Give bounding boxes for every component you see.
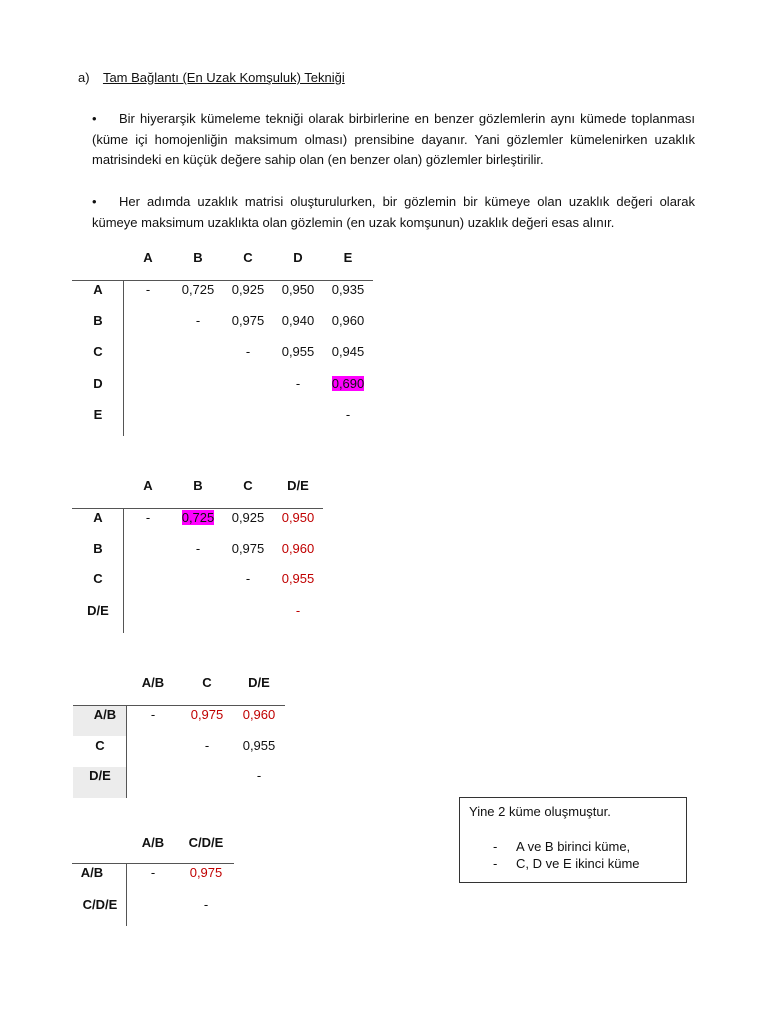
matrix-cell-updated: - bbox=[295, 603, 301, 618]
row-header: A/B bbox=[80, 865, 104, 880]
matrix-cell: - bbox=[204, 738, 210, 753]
dash-marker: - bbox=[493, 839, 498, 854]
row-header: C bbox=[93, 344, 103, 359]
col-header: E bbox=[343, 250, 353, 265]
matrix-cell: 0,925 bbox=[231, 510, 265, 525]
matrix-cell-updated: 0,975 bbox=[190, 707, 224, 722]
col-header: C/D/E bbox=[188, 835, 224, 850]
row-header: A/B bbox=[93, 707, 117, 722]
matrix-cell-min bbox=[323, 375, 373, 393]
matrix-cell: - bbox=[295, 376, 301, 391]
matrix-cell: 0,975 bbox=[231, 541, 265, 556]
row-header: B bbox=[93, 313, 103, 328]
matrix-cell: - bbox=[245, 571, 251, 586]
col-header: A/B bbox=[141, 835, 165, 850]
paragraph-text: Her adımda uzaklık matrisi oluşturulurken, bir gözlemin bir kümeye olan uzaklık değeri olarak kümeye maksimum uzaklıkta olan gözlemin (en uzak komşunun) uzaklık değeri esas alınır. bbox=[92, 194, 695, 230]
dash-marker: - bbox=[493, 856, 498, 871]
col-header: C bbox=[243, 250, 253, 265]
col-header: B bbox=[193, 250, 203, 265]
section-heading bbox=[78, 70, 345, 85]
row-header: D/E bbox=[89, 768, 111, 783]
col-header: D/E bbox=[287, 478, 309, 493]
matrix-cell-updated: 0,955 bbox=[281, 571, 315, 586]
highlighted-min-value: 0,725 bbox=[181, 510, 215, 525]
matrix-cell: - bbox=[150, 865, 156, 880]
note-title: Yine 2 küme oluşmuştur. bbox=[469, 804, 611, 819]
matrix-cell: 0,925 bbox=[231, 282, 265, 297]
note-item-text: A ve B birinci küme, bbox=[516, 839, 631, 854]
matrix-cell: 0,955 bbox=[242, 738, 276, 753]
bullet-icon: • bbox=[92, 111, 97, 126]
paragraph-2 bbox=[92, 192, 695, 233]
row-header: D/E bbox=[87, 603, 109, 618]
matrix-cell: 0,955 bbox=[281, 344, 315, 359]
matrix-cell: - bbox=[145, 510, 151, 525]
matrix-cell: - bbox=[203, 897, 209, 912]
matrix-cell: 0,975 bbox=[231, 313, 265, 328]
table-rule bbox=[123, 281, 124, 436]
row-header: C bbox=[93, 571, 103, 586]
bullet-icon: • bbox=[92, 194, 97, 209]
table-rule bbox=[126, 864, 127, 926]
matrix-cell: - bbox=[195, 541, 201, 556]
col-header: A bbox=[143, 478, 153, 493]
row-header: A bbox=[93, 282, 103, 297]
matrix-cell-updated: 0,950 bbox=[281, 510, 315, 525]
col-header: C bbox=[243, 478, 253, 493]
matrix-cell: - bbox=[256, 768, 262, 783]
matrix-cell: 0,950 bbox=[281, 282, 315, 297]
matrix-cell-updated: 0,975 bbox=[189, 865, 223, 880]
row-header: B bbox=[93, 541, 103, 556]
col-header: B bbox=[193, 478, 203, 493]
row-header: E bbox=[93, 407, 103, 422]
paragraph-1 bbox=[92, 109, 695, 171]
paragraph-text: Bir hiyerarşik kümeleme tekniği olarak birbirlerine en benzer gözlemlerin aynı kümede toplanması (küme içi homojenliğin maksimum olması) prensibine dayanır. Yani gözlemler kümelenirken uzaklık matrisindeki en küçük değere sahip olan (en benzer olan) gözlemler birleştirilir. bbox=[92, 111, 695, 167]
matrix-cell: 0,940 bbox=[281, 313, 315, 328]
row-header: C bbox=[95, 738, 105, 753]
matrix-cell: 0,725 bbox=[181, 282, 215, 297]
result-note-box bbox=[459, 797, 687, 883]
matrix-cell-updated: 0,960 bbox=[281, 541, 315, 556]
matrix-cell-min bbox=[173, 509, 223, 527]
highlighted-min-value: 0,690 bbox=[331, 376, 365, 391]
section-title: Tam Bağlantı (En Uzak Komşuluk) Tekniği bbox=[102, 70, 345, 85]
col-header: D/E bbox=[248, 675, 270, 690]
matrix-cell: - bbox=[150, 707, 156, 722]
matrix-cell: 0,960 bbox=[331, 313, 365, 328]
row-header: D bbox=[93, 376, 103, 391]
col-header: D bbox=[293, 250, 303, 265]
row-header: C/D/E bbox=[82, 897, 118, 912]
matrix-cell: 0,945 bbox=[331, 344, 365, 359]
matrix-cell: - bbox=[345, 407, 351, 422]
matrix-cell-updated: 0,960 bbox=[242, 707, 276, 722]
col-header: C bbox=[202, 675, 212, 690]
row-header: A bbox=[93, 510, 103, 525]
matrix-cell: 0,935 bbox=[331, 282, 365, 297]
matrix-cell: - bbox=[195, 313, 201, 328]
col-header: A/B bbox=[141, 675, 165, 690]
col-header: A bbox=[143, 250, 153, 265]
note-item-text: C, D ve E ikinci küme bbox=[516, 856, 640, 871]
section-label: a) bbox=[78, 70, 90, 85]
matrix-cell: - bbox=[245, 344, 251, 359]
table-rule bbox=[123, 509, 124, 633]
matrix-cell: - bbox=[145, 282, 151, 297]
